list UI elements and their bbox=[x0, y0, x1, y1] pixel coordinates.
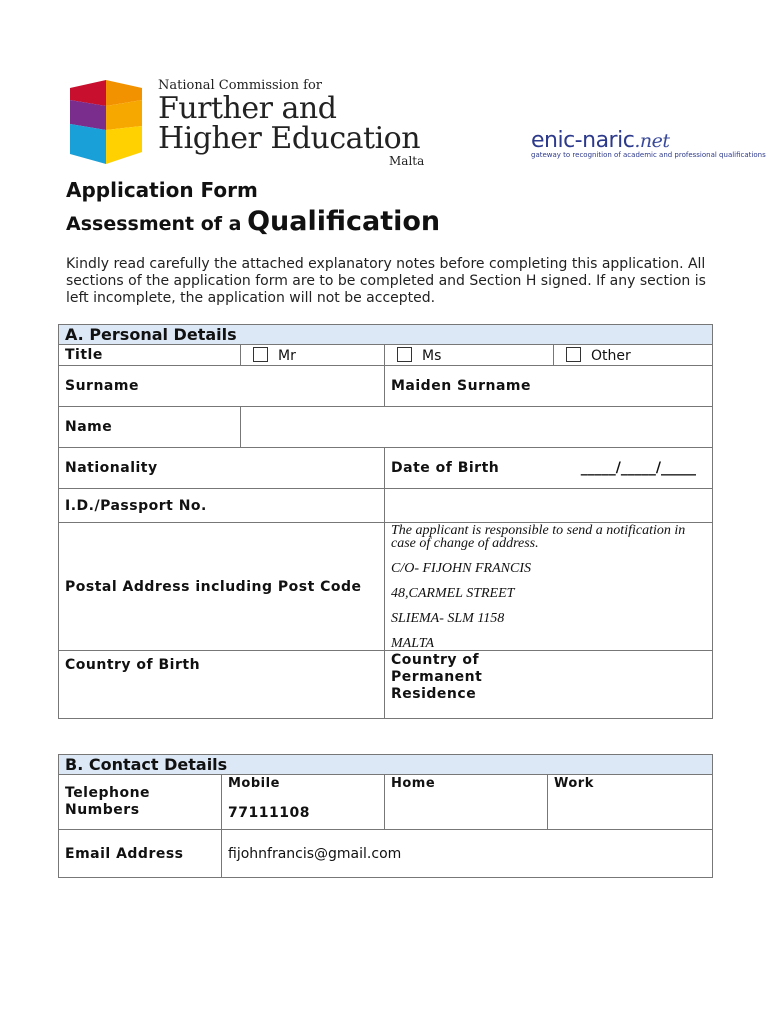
org-country: Malta bbox=[389, 154, 425, 168]
ncfhe-logo-icon bbox=[70, 80, 142, 164]
title-option-other[interactable] bbox=[554, 345, 713, 366]
dob-placeholder: _____/_____/_____ bbox=[580, 460, 696, 476]
mobile-value: 77111108 bbox=[228, 805, 310, 821]
maiden-surname-label: Maiden Surname bbox=[391, 378, 531, 394]
name-label: Name bbox=[59, 407, 241, 448]
org-line-2: Higher Education bbox=[158, 121, 421, 156]
address-line-2: 48,CARMEL STREET bbox=[391, 586, 515, 601]
contact-details-table bbox=[58, 754, 713, 878]
org-line-1: Further and bbox=[158, 91, 337, 126]
section-b-heading: B. Contact Details bbox=[59, 755, 713, 775]
name-field[interactable] bbox=[241, 407, 713, 448]
mobile-label: Mobile bbox=[228, 776, 280, 791]
ms-label: Ms bbox=[422, 347, 442, 364]
home-label: Home bbox=[391, 776, 436, 791]
enic-brand bbox=[531, 128, 766, 153]
dob-field[interactable] bbox=[385, 448, 713, 489]
mr-label: Mr bbox=[278, 347, 296, 364]
enic-tagline: gateway to recognition of academic and professional qualifications bbox=[531, 151, 766, 159]
ncfhe-wordmark bbox=[158, 78, 425, 168]
enic-brand-text: enic-naric bbox=[531, 128, 635, 153]
subtitle-prefix: Assessment of a bbox=[66, 213, 242, 235]
mobile-field[interactable] bbox=[222, 775, 385, 830]
email-label: Email Address bbox=[59, 830, 222, 878]
dob-label: Date of Birth bbox=[391, 460, 500, 476]
residence-label: Country of Permanent Residence bbox=[391, 652, 483, 702]
postal-address-field[interactable] bbox=[385, 523, 713, 651]
residence-field[interactable] bbox=[385, 651, 713, 719]
mr-checkbox[interactable] bbox=[253, 347, 268, 362]
ms-checkbox[interactable] bbox=[397, 347, 412, 362]
surname-label: Surname bbox=[59, 366, 385, 407]
address-line-1: C/O- FIJOHN FRANCIS bbox=[391, 561, 531, 576]
email-value: fijohnfrancis@gmail.com bbox=[228, 845, 402, 862]
subtitle-qualification: Qualification bbox=[247, 206, 441, 237]
title-label: Title bbox=[59, 345, 241, 366]
form-title: Application Form bbox=[66, 178, 258, 202]
address-line-4: MALTA bbox=[391, 636, 435, 651]
address-line-3: SLIEMA- SLM 1158 bbox=[391, 611, 505, 626]
personal-details-table bbox=[58, 324, 713, 719]
work-label: Work bbox=[554, 776, 594, 791]
section-a-heading: A. Personal Details bbox=[59, 325, 713, 345]
other-label: Other bbox=[591, 347, 631, 364]
form-subtitle bbox=[66, 206, 440, 237]
nationality-label: Nationality bbox=[59, 448, 385, 489]
work-field[interactable] bbox=[548, 775, 713, 830]
title-option-ms[interactable] bbox=[385, 345, 554, 366]
home-field[interactable] bbox=[385, 775, 548, 830]
other-checkbox[interactable] bbox=[566, 347, 581, 362]
title-option-mr[interactable] bbox=[241, 345, 385, 366]
telephone-label: Telephone Numbers bbox=[59, 775, 222, 830]
address-note: The applicant is responsible to send a notification in case of change of address. bbox=[391, 523, 686, 551]
country-of-birth-label: Country of Birth bbox=[59, 651, 385, 719]
postal-address-label: Postal Address including Post Code bbox=[59, 523, 385, 651]
id-passport-field[interactable] bbox=[385, 489, 713, 523]
intro-text: Kindly read carefully the attached explanatory notes before completing this application. All sections of the application form are to be completed and Section H signed. If any section is left incomplete, the application will not be accepted. bbox=[66, 256, 706, 306]
email-field[interactable] bbox=[222, 830, 713, 878]
enic-naric-logo bbox=[531, 128, 766, 159]
org-small-line: National Commission for bbox=[158, 78, 323, 93]
maiden-surname-field[interactable] bbox=[385, 366, 713, 407]
enic-net-text: .net bbox=[634, 130, 670, 152]
id-passport-label: I.D./Passport No. bbox=[59, 489, 385, 523]
